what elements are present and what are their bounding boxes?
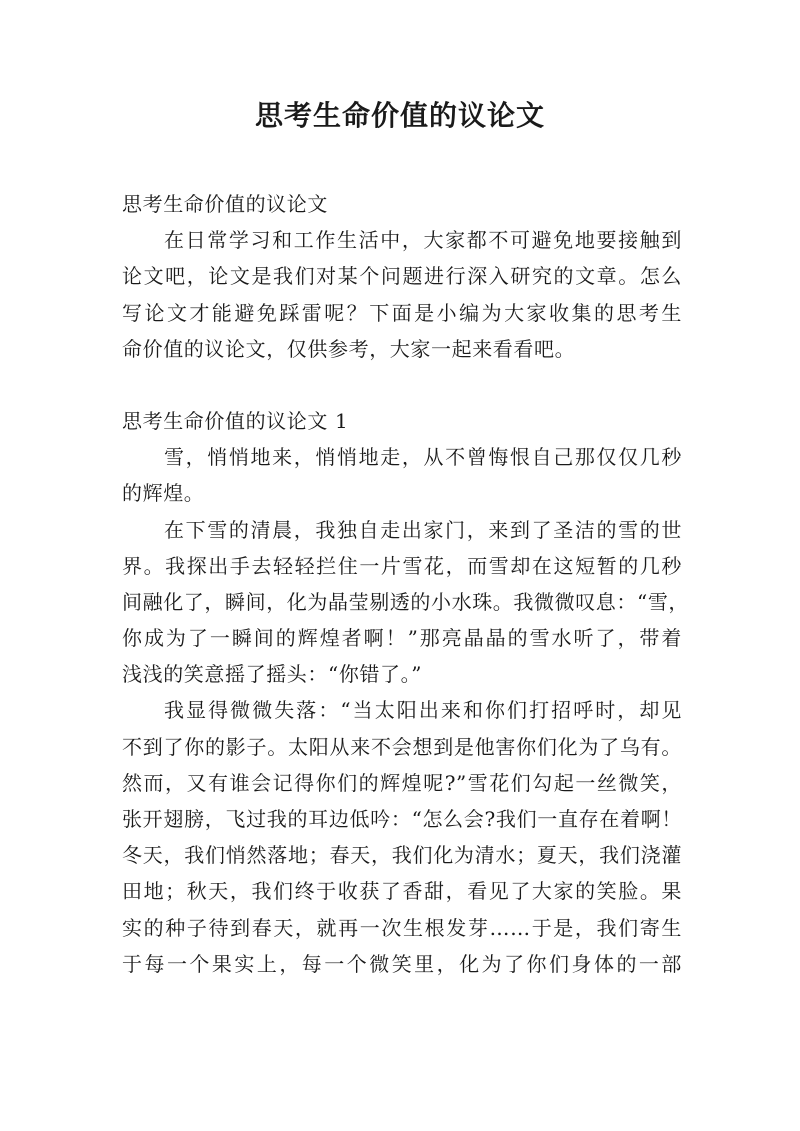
paragraph-line: 不到了你的影子。太阳从来不会想到是他害你们化为了乌有。 <box>122 734 682 759</box>
document-title: 思考生命价值的议论文 <box>254 99 545 132</box>
paragraph-line: 界。我探出手去轻轻拦住一片雪花，而雪却在这短暂的几秒 <box>122 553 682 578</box>
intro-line: 命价值的议论文，仅供参考，大家一起来看看吧。 <box>122 336 576 361</box>
paragraph-line: 间融化了，瞬间，化为晶莹剔透的小水珠。我微微叹息：“雪， <box>122 589 690 614</box>
paragraph-line: 实的种子待到春天，就再一次生根发芽……于是，我们寄生 <box>122 915 682 940</box>
essay-heading: 思考生命价值的议论文 1 <box>122 408 349 433</box>
paragraph-line: 的辉煌。 <box>122 481 205 506</box>
paragraph-line: 然而，又有谁会记得你们的辉煌呢?”雪花们勾起一丝微笑， <box>122 770 682 795</box>
paragraph-line: 我显得微微失落：“当太阳出来和你们打招呼时，却见 <box>164 698 682 723</box>
paragraph-line: 浅浅的笑意摇了摇头：“你错了。” <box>122 662 423 687</box>
intro-line: 在日常学习和工作生活中，大家都不可避免地要接触到 <box>164 228 682 253</box>
intro-line: 论文吧，论文是我们对某个问题进行深入研究的文章。怎么 <box>122 264 682 289</box>
paragraph-line: 雪，悄悄地来，悄悄地走，从不曾悔恨自己那仅仅几秒 <box>164 445 682 470</box>
paragraph-line: 冬天，我们悄然落地；春天，我们化为清水；夏天，我们浇灌 <box>122 843 682 868</box>
paragraph-line: 张开翅膀，飞过我的耳边低吟：“怎么会?我们一直存在着啊！ <box>122 807 682 831</box>
intro-line: 写论文才能避免踩雷呢？下面是小编为大家收集的思考生 <box>122 300 682 325</box>
intro-heading: 思考生命价值的议论文 <box>122 192 328 216</box>
paragraph-line: 田地；秋天，我们终于收获了香甜，看见了大家的笑脸。果 <box>122 879 682 904</box>
paragraph-line: 在下雪的清晨，我独自走出家门，来到了圣洁的雪的世 <box>164 517 682 542</box>
paragraph-line: 于每一个果实上，每一个微笑里，化为了你们身体的一部 <box>122 951 682 976</box>
document-body <box>122 186 690 982</box>
paragraph-line: 你成为了一瞬间的辉煌者啊！”那亮晶晶的雪水听了，带着 <box>122 626 682 651</box>
section-gap <box>122 367 682 403</box>
